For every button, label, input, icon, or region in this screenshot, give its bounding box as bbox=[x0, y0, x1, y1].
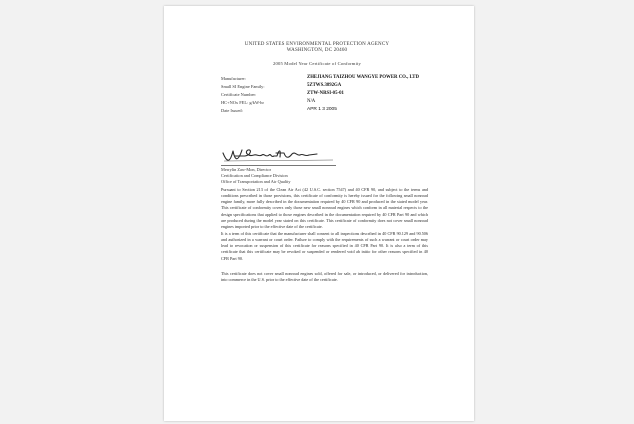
manufacturer-label: Manufacturer: bbox=[221, 76, 247, 81]
engine-family-value: 5ZTWS.3892GA bbox=[307, 83, 342, 88]
signatory-office: Office of Transportation and Air Quality bbox=[221, 179, 291, 184]
agency-name: UNITED STATES ENVIRONMENTAL PROTECTION AGENCY bbox=[244, 42, 390, 47]
paragraph-inspections: It is a term of this certificate that the manufacturer shall consent to all inspections described in 40 CFR 90.129 and 90.506 and authorized in a warrant or court order. Failure to comply with the requirements of such a warrant or court order may lead to revocation or suspension of this certificate for reasons specified in 40 CFR Part 90. It is also a term of this certificate that this certificate may be revoked or suspended or rendered void ab initio for other reasons specified in 40 CFR Part 90. bbox=[221, 231, 428, 261]
signatory-division: Certification and Compliance Division bbox=[221, 173, 288, 178]
document-title: 2005 Model Year Certificate of Conformity bbox=[272, 61, 362, 66]
signature-line bbox=[221, 165, 336, 166]
engine-family-label: Small SI Engine Family: bbox=[221, 84, 265, 89]
manufacturer-value: ZHEJIANG TAIZHOU WANGYE POWER CO., LTD bbox=[307, 75, 419, 80]
agency-location: WASHINGTON, DC 20460 bbox=[286, 48, 348, 53]
fel-label: HC+NOx FEL: g/kW-hr bbox=[221, 100, 264, 105]
handwritten-signature bbox=[221, 145, 336, 165]
fel-value: N/A bbox=[307, 99, 316, 104]
certificate-number-value: ZTW-NRSI-05-01 bbox=[307, 91, 344, 96]
paragraph-coverage: This certificate does not cover small nonroad engines sold, offered for sale, or introduced, or delivered for introduction, into commerce in the U.S. prior to the effective date of the certificate. bbox=[221, 271, 428, 283]
paragraph-authority: Pursuant to Section 213 of the Clean Air Act (42 U.S.C. section 7547) and 40 CFR 90, and subject to the terms and conditions prescribed in those provisions, this certificate of conformity is hereby issued for the following small nonroad engine family, more fully described in the documentation required by 40 CFR 90 and produced in the stated model year. This certificate of conformity covers only those new small nonroad engines which conform in all material respects to the design specifications that applied to those engines described in the documentation required by 40 CFR Part 90 and which are produced during the model year stated on this certificate. This certificate of conformity does not cover small nonroad engines imported prior to the effective date of the certificate. bbox=[221, 187, 428, 229]
date-issued-value: APR 1 3 2005 bbox=[307, 107, 337, 112]
date-issued-label: Date Issued: bbox=[221, 108, 243, 113]
certificate-number-label: Certificate Number: bbox=[221, 92, 257, 97]
signatory-name: Merrylin Zaw-Mon, Director bbox=[221, 167, 271, 172]
